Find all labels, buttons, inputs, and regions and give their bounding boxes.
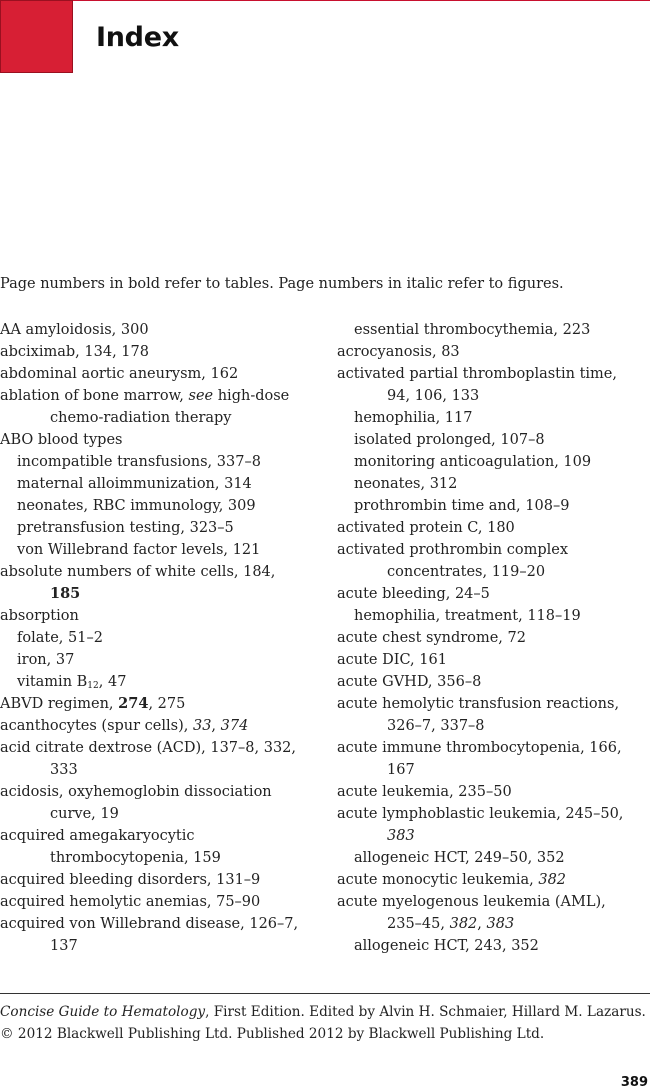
index-entry: [0, 869, 330, 891]
entry-text-part: 383: [486, 916, 515, 932]
index-column-right: [337, 319, 650, 957]
entry-text-part: ABO blood types: [0, 432, 123, 448]
index-subentry: [0, 627, 330, 649]
entry-text-part: see: [188, 388, 214, 404]
index-entry: [0, 891, 330, 913]
index-subentry: [337, 935, 650, 957]
index-entry-continuation: [337, 759, 650, 781]
index-entry: [337, 693, 650, 715]
entry-text-part: 374: [220, 718, 249, 734]
entry-text-part: abdominal aortic aneurysm, 162: [0, 366, 239, 382]
entry-text-part: monitoring anticoagulation, 109: [354, 454, 592, 470]
entry-text-part: acid citrate dextrose (ACD), 137–8, 332,: [0, 740, 297, 756]
index-subentry: [337, 319, 650, 341]
top-rule: [0, 0, 650, 1]
entry-text-part: acanthocytes (spur cells),: [0, 718, 193, 734]
entry-text-part: 12: [87, 681, 99, 691]
entry-text-part: iron, 37: [17, 652, 75, 668]
index-entry-continuation: [337, 715, 650, 737]
entry-text-part: acquired amegakaryocytic: [0, 828, 195, 844]
index-entry-continuation: [337, 561, 650, 583]
entry-text-part: vitamin B: [17, 674, 88, 690]
index-entry: [337, 583, 650, 605]
index-subentry: [337, 847, 650, 869]
entry-text-part: acute lymphoblastic leukemia, 245–50,: [337, 806, 624, 822]
index-entry: [337, 671, 650, 693]
index-entry: [337, 363, 650, 385]
entry-text-part: folate, 51–2: [17, 630, 103, 646]
entry-text-part: 326–7, 337–8: [387, 718, 485, 734]
entry-text-part: , 275: [148, 696, 186, 712]
entry-text-part: © 2012 Blackwell Publishing Ltd. Published 2012 by Blackwell Publishing Ltd.: [0, 1026, 545, 1042]
entry-text-part: acute immune thrombocytopenia, 166,: [337, 740, 622, 756]
entry-text-part: absorption: [0, 608, 79, 624]
index-subentry: [0, 517, 330, 539]
entry-text-part: isolated prolonged, 107–8: [354, 432, 545, 448]
entry-text-part: acute chest syndrome, 72: [337, 630, 526, 646]
index-subentry: [0, 495, 330, 517]
entry-text-part: 137: [50, 938, 78, 954]
entry-text-part: von Willebrand factor levels, 121: [17, 542, 261, 558]
index-entry: [0, 781, 330, 803]
entry-text-part: acquired von Willebrand disease, 126–7,: [0, 916, 299, 932]
index-entry-continuation: [0, 935, 330, 957]
entry-text-part: , 47: [98, 674, 127, 690]
entry-text-part: hemophilia, 117: [354, 410, 473, 426]
entry-text-part: ,: [477, 916, 487, 932]
index-entry-continuation: [337, 913, 650, 935]
entry-text-part: incompatible transfusions, 337–8: [17, 454, 261, 470]
entry-text-part: neonates, 312: [354, 476, 458, 492]
entry-text-part: high-dose: [213, 388, 290, 404]
entry-text-part: acute DIC, 161: [337, 652, 447, 668]
entry-text-part: abciximab, 134, 178: [0, 344, 149, 360]
entry-text-part: maternal alloimmunization, 314: [17, 476, 252, 492]
entry-text-part: 382: [449, 916, 478, 932]
footer-line-1: [0, 1001, 646, 1023]
index-entry: [0, 693, 330, 715]
page-title: Index: [96, 22, 179, 53]
entry-text-part: acquired hemolytic anemias, 75–90: [0, 894, 261, 910]
index-note: Page numbers in bold refer to tables. Page numbers in italic refer to figures.: [0, 276, 564, 292]
index-entry-continuation: [0, 847, 330, 869]
index-entry: [337, 737, 650, 759]
entry-text-part: neonates, RBC immunology, 309: [17, 498, 256, 514]
entry-text-part: 94, 106, 133: [387, 388, 480, 404]
entry-text-part: thrombocytopenia, 159: [50, 850, 221, 866]
index-entry: [0, 363, 330, 385]
index-entry: [0, 429, 330, 451]
footer-citation: [0, 1001, 646, 1045]
entry-text-part: concentrates, 119–20: [387, 564, 546, 580]
index-entry-continuation: [337, 385, 650, 407]
entry-text-part: ABVD regimen,: [0, 696, 119, 712]
entry-text-part: Concise Guide to Hematology: [0, 1004, 206, 1020]
entry-text-part: 33: [192, 718, 212, 734]
entry-text-part: 235–45,: [387, 916, 450, 932]
index-entry: [337, 627, 650, 649]
entry-text-part: 167: [387, 762, 415, 778]
entry-text-part: acidosis, oxyhemoglobin dissociation: [0, 784, 272, 800]
page-number: 389: [620, 1075, 648, 1090]
index-entry: [337, 517, 650, 539]
index-entry: [337, 539, 650, 561]
chapter-tab-block: [0, 0, 73, 73]
entry-text-part: , First Edition. Edited by Alvin H. Schmaier, Hillard M. Lazarus.: [205, 1004, 646, 1020]
index-entry: [337, 781, 650, 803]
index-subentry: [337, 495, 650, 517]
entry-text-part: activated protein C, 180: [337, 520, 515, 536]
index-entry-continuation: [0, 803, 330, 825]
footer-rule: [0, 993, 650, 994]
index-subentry: [0, 649, 330, 671]
index-entry-continuation: [0, 583, 330, 605]
entry-text-part: activated prothrombin complex: [337, 542, 569, 558]
entry-text-part: prothrombin time and, 108–9: [354, 498, 570, 514]
entry-text-part: chemo-radiation therapy: [50, 410, 232, 426]
index-subentry: [0, 671, 330, 693]
entry-text-part: acute leukemia, 235–50: [337, 784, 512, 800]
index-subentry: [337, 429, 650, 451]
index-subentry: [0, 473, 330, 495]
entry-text-part: ablation of bone marrow,: [0, 388, 189, 404]
entry-text-part: ,: [211, 718, 221, 734]
entry-text-part: curve, 19: [50, 806, 119, 822]
entry-text-part: activated partial thromboplastin time,: [337, 366, 617, 382]
index-entry: [337, 341, 650, 363]
index-entry: [0, 561, 330, 583]
index-entry: [337, 649, 650, 671]
index-subentry: [0, 539, 330, 561]
entry-text-part: 382: [538, 872, 567, 888]
entry-text-part: 383: [387, 828, 415, 844]
index-entry: [0, 825, 330, 847]
entry-text-part: acute monocytic leukemia,: [337, 872, 539, 888]
entry-text-part: 185: [50, 585, 81, 602]
entry-text-part: allogeneic HCT, 243, 352: [354, 938, 539, 954]
index-entry: [0, 715, 330, 737]
index-entry: [337, 869, 650, 891]
index-entry: [337, 803, 650, 825]
entry-text-part: 333: [50, 762, 78, 778]
entry-text-part: allogeneic HCT, 249–50, 352: [354, 850, 565, 866]
index-entry-continuation: [337, 825, 650, 847]
index-entry: [0, 605, 330, 627]
entry-text-part: pretransfusion testing, 323–5: [17, 520, 234, 536]
entry-text-part: absolute numbers of white cells, 184,: [0, 564, 276, 580]
entry-text-part: hemophilia, treatment, 118–19: [354, 608, 581, 624]
index-subentry: [0, 451, 330, 473]
footer-line-2: [0, 1023, 646, 1045]
entry-text-part: acute bleeding, 24–5: [337, 586, 490, 602]
index-entry: [337, 891, 650, 913]
index-entry: [0, 737, 330, 759]
entry-text-part: 274: [118, 695, 149, 712]
index-entry: [0, 385, 330, 407]
index-subentry: [337, 407, 650, 429]
entry-text-part: acute GVHD, 356–8: [337, 674, 482, 690]
index-subentry: [337, 605, 650, 627]
index-entry: [0, 319, 330, 341]
index-subentry: [337, 451, 650, 473]
entry-text-part: AA amyloidosis, 300: [0, 322, 149, 338]
index-entry: [0, 341, 330, 363]
entry-text-part: acquired bleeding disorders, 131–9: [0, 872, 261, 888]
entry-text-part: acute myelogenous leukemia (AML),: [337, 894, 606, 910]
index-column-left: [0, 319, 330, 957]
index-entry: [0, 913, 330, 935]
entry-text-part: acute hemolytic transfusion reactions,: [337, 696, 620, 712]
index-entry-continuation: [0, 407, 330, 429]
entry-text-part: essential thrombocythemia, 223: [354, 322, 591, 338]
index-subentry: [337, 473, 650, 495]
entry-text-part: acrocyanosis, 83: [337, 344, 460, 360]
index-entry-continuation: [0, 759, 330, 781]
